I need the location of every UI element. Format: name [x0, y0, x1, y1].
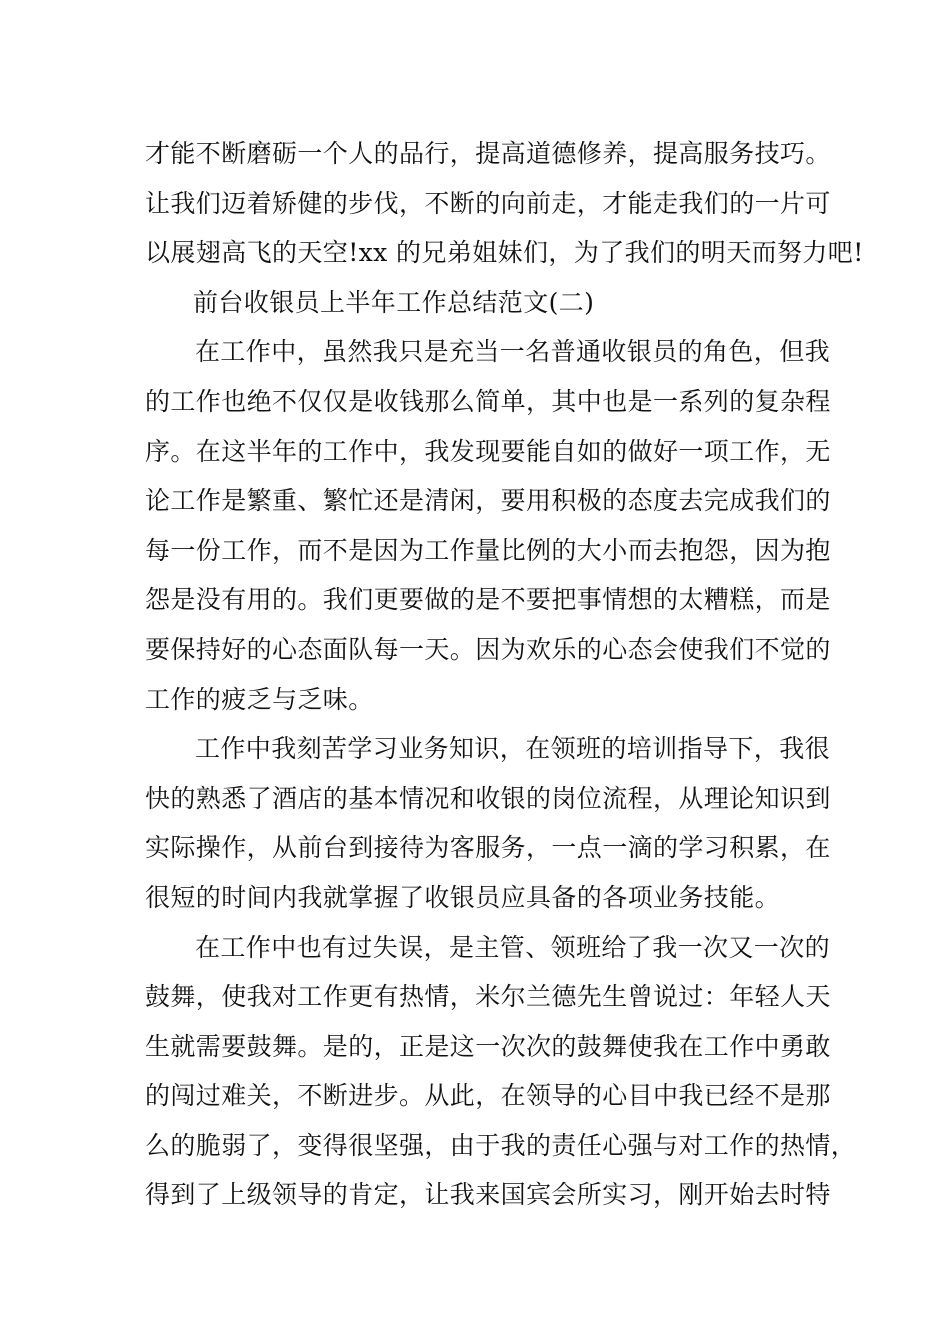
text-line: 让我们迈着矫健的步伐，不断的向前走，才能走我们的一片可 [145, 188, 831, 218]
document-body [145, 129, 864, 1220]
text-line: 很短的时间内我就掌握了收银员应具备的各项业务技能。 [145, 882, 781, 912]
text-line: 才能不断磨砺一个人的品行，提高道德修养，提高服务技巧。 [145, 139, 831, 168]
text-line: 的闯过难关，不断进步。从此，在领导的心目中我已经不是那 [145, 1081, 831, 1111]
text-line: 么的脆弱了，变得很坚强，由于我的责任心强与对工作的热情， [145, 1130, 857, 1160]
text-line: 序。在这半年的工作中，我发现要能自如的做好一项工作，无 [145, 436, 831, 466]
section-heading: 前台收银员上半年工作总结范文(二) [193, 287, 595, 317]
text-line: 在工作中，虽然我只是充当一名普通收银员的角色，但我 [195, 337, 831, 367]
text-line: 实际操作，从前台到接待为客服务，一点一滴的学习积累，在 [145, 833, 831, 863]
text-line: 快的熟悉了酒店的基本情况和收银的岗位流程，从理论知识到 [145, 783, 831, 813]
text-line: 每一份工作，而不是因为工作量比例的大小而去抱怨，因为抱 [145, 535, 831, 565]
text-line: 得到了上级领导的肯定，让我来国宾会所实习，刚开始去时特 [145, 1180, 831, 1210]
text-line: 论工作是繁重、繁忙还是清闲，要用积极的态度去完成我们的 [145, 486, 831, 516]
text-line: 在工作中也有过失误，是主管、领班给了我一次又一次的 [195, 932, 831, 962]
text-line: 怨是没有用的。我们更要做的是不要把事情想的太糟糕，而是 [145, 585, 831, 615]
text-line: 鼓舞，使我对工作更有热情，米尔兰德先生曾说过：年轻人天 [145, 982, 831, 1012]
text-line: 工作的疲乏与乏味。 [145, 684, 374, 714]
text-line: 以展翅高飞的天空!xx 的兄弟姐妹们，为了我们的明天而努力吧! [145, 238, 864, 268]
text-line: 工作中我刻苦学习业务知识，在领班的培训指导下，我很 [195, 734, 831, 764]
text-line: 生就需要鼓舞。是的，正是这一次次的鼓舞使我在工作中勇敢 [145, 1031, 831, 1061]
text-line: 要保持好的心态面队每一天。因为欢乐的心态会使我们不觉的 [145, 634, 831, 664]
text-line: 的工作也绝不仅仅是收钱那么简单，其中也是一系列的复杂程 [145, 386, 831, 416]
